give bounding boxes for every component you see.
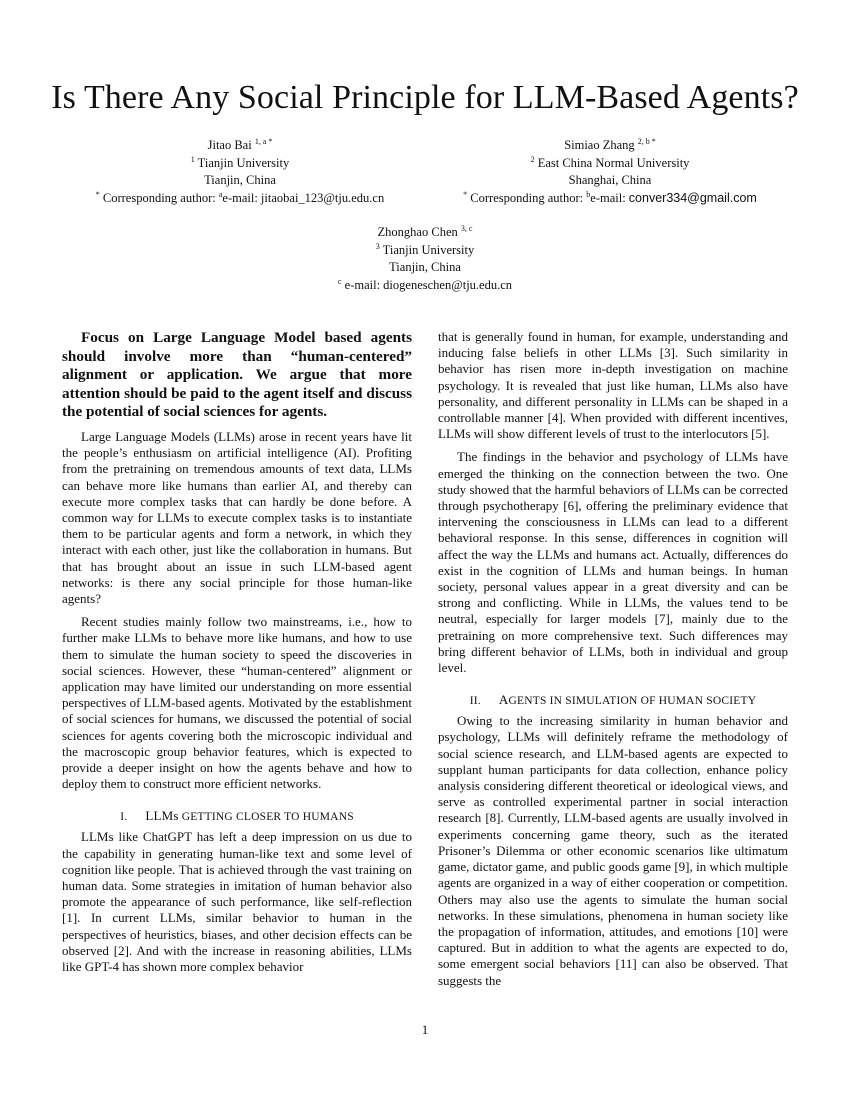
page-number: 1	[421, 1022, 429, 1037]
author-contact: $^c$ e-mail: diogeneschen@tju.edu.cn	[337, 276, 513, 292]
author-affiliation: $^1$ Tianjin University	[190, 154, 290, 170]
paragraph: The findings in the behavior and psychology of LLMs have emerged the thinking on the connection between the two. One study showed that the harmful behaviors of LLMs can be corrected through psychotherapy [6], offering the preliminary evidence that intervening the consciousness in LLMs can lead to a different behavioral response. In this sense, differences in cognition will affect the way the LLMs and humans act. Actually, differences do exist in the cognition of LLMs and human beings. In human society, personal values appear in a great diversity and can be strong and conflicting. While in LLMs, the values tend to be neutral, especially for larger models [7], mainly due to the pretraining on more comprehensive text. Such differences may bring different behavior of LLMs, both in individual and group level.	[438, 449, 788, 676]
abstract: Focus on Large Language Model based agents should involve more than “human-centered” alignment or application. We argue that more attention should be paid to the agent itself and discuss the potential of social sciences for agents.	[62, 329, 412, 421]
section-heading-2: II. AGENTS IN SIMULATION OF HUMAN SOCIETY	[469, 692, 757, 708]
author-name: Jitao Bai $^{1, a *}$	[207, 137, 273, 152]
author-block-2	[440, 137, 780, 207]
paper-title: Is There Any Social Principle for LLM-Based Agents?	[51, 79, 799, 116]
paragraph: Recent studies mainly follow two mainstreams, i.e., how to further make LLMs to behave more like humans, and how to use them to simulate the human society to speed the discoveries in social sciences. However, these “human-centered” alignment or application may have limited our understanding on more essential perspectives of LLM-based agents. Motivated by the establishment of social sciences for humans, we discussed the potential of social sciences for agents covering both the microscopic individual and the macroscopic group behavior features, which is expected to provide a deeper insight on how the agents behave and how to deploy them to construct more efficient networks.	[62, 614, 412, 792]
author-location: Tianjin, China	[389, 260, 461, 274]
author-name: Simiao Zhang $^{2, b *}$	[564, 137, 656, 152]
author-affiliation: $^3$ Tianjin University	[375, 241, 475, 257]
paragraph: Large Language Models (LLMs) arose in recent years have lit the people’s enthusiasm on artificial intelligence (AI). Profiting from the pretraining on tremendous amounts of text data, LLMs can behave more like humans than earlier AI, and thereby can execute more complex tasks that can hardly be done before. A common way for LLMs to execute complex tasks is to instantiate them to be particular agents and form a network, in which they interact with each other, just like the collaboration in humans. But that has brought about an issue in such LLM-based agent networks: is there any social principle for those human-like agents?	[62, 428, 412, 606]
author-contact: * Corresponding author: $^b$e-mail: conver334@gmail.com	[463, 189, 757, 205]
author-contact: * Corresponding author: $^a$e-mail: jitaobai_123@tju.edu.cn	[95, 189, 385, 205]
author-name: Zhonghao Chen $^{3, c}$	[377, 224, 473, 239]
section-heading-1: I. LLMs GETTING CLOSER TO HUMANS	[120, 808, 354, 824]
left-column	[62, 329, 412, 982]
right-column	[438, 329, 788, 996]
paragraph: that is generally found in human, for example, understanding and inducing false beliefs in other LLMs [3]. Such similarity in behavior has risen more in-depth investigation on machine psychology. It is revealed that just like human, LLMs also have personality, and different personality in LLMs can be shaped in a controllable manner [4]. When provided with different incentives, LLMs will show different levels of trust to the interlocutors [5].	[438, 329, 788, 442]
author-location: Shanghai, China	[568, 173, 652, 187]
author-block-3	[255, 224, 595, 294]
author-block-1	[70, 137, 410, 207]
author-affiliation: $^2$ East China Normal University	[530, 154, 690, 170]
paragraph: LLMs like ChatGPT has left a deep impression on us due to the capability in generating human-like text and some level of cognition like people. That is achieved through the vast training on human data. Some strategies in imitation of human behavior also promote the appearance of such performance, like self-reflection [1]. In current LLMs, similar behavior to human in the perspectives of heuristics, biases, and other decision effects can be observed [2]. And with the increase in reasoning abilities, LLMs like GPT-4 has shown more complex behavior	[62, 829, 412, 975]
paragraph: Owing to the increasing similarity in human behavior and psychology, LLMs will definitely reframe the methodology of social science research, and LLM-based agents are expected to supplant human participants for data collection, enhance policy analysis considering different theoretical or ideological views, and serve as controlled experimental partner in social interaction research [8]. Currently, LLM-based agents are usually involved in experiments concerning game theory, such as the iterated Prisoner’s Dilemma or other economic scenarios like ultimatum game, dictator game, and public goods game [9], in which multiple agents are organized in a way of either cooperation or competition. Others may also use the agents to simulate the human social networks. In these simulations, phenomena in human society like the propagation of information, attitudes, and emotions [10] were captured. But in addition to what the agents are expected to do, some emergent social behaviors [11] can also be observed. That suggests the	[438, 713, 788, 988]
author-location: Tianjin, China	[204, 173, 276, 187]
